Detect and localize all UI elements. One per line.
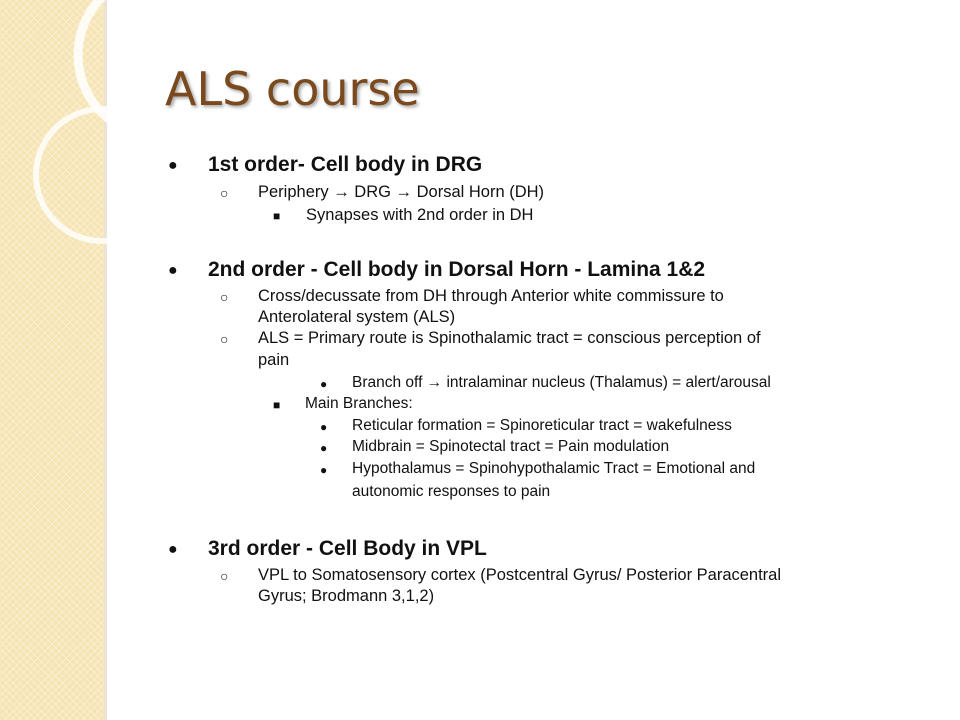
- section-2-item-6: Midbrain = Spinotectal tract = Pain modulation: [352, 438, 670, 455]
- section-2-item-5: Reticular formation = Spinoreticular tract = wakefulness: [352, 417, 732, 434]
- bullet-level1: ●: [168, 157, 178, 174]
- section-2-item-1-line-1: Cross/decussate from DH through Anterior white commissure to: [258, 287, 724, 305]
- bullet-level2: ○: [220, 289, 229, 305]
- bullet-dot: ●: [320, 420, 328, 434]
- ring-small: [36, 109, 168, 241]
- bullet-dot: ●: [320, 463, 328, 477]
- section-2-item-7-line-2: autonomic responses to pain: [352, 483, 551, 500]
- section-2-item-4: Main Branches:: [305, 395, 413, 412]
- section-3-item-1-line-1: VPL to Somatosensory cortex (Postcentral Gyrus/ Posterior Paracentral: [258, 566, 782, 584]
- slide-title: ALS course: [165, 62, 420, 116]
- bullet-level2: ○: [220, 568, 229, 584]
- bullet-dot: ●: [320, 377, 328, 391]
- section-2-item-2-line-1: ALS = Primary route is Spinothalamic tract = conscious perception of: [258, 329, 761, 347]
- bullet-square: ■: [273, 209, 281, 223]
- bullet-level1: ●: [168, 541, 178, 558]
- bullet-level2: ○: [220, 185, 229, 201]
- section-2-item-2-line-2: pain: [258, 351, 290, 369]
- decorative-rings: [0, 0, 200, 260]
- section-1-item-1: Periphery → DRG → Dorsal Horn (DH): [258, 183, 545, 201]
- section-2-item-3: Branch off → intralaminar nucleus (Thalamus) = alert/arousal: [352, 374, 771, 391]
- section-2-item-7-line-1: Hypothalamus = Spinohypothalamic Tract = Emotional and: [352, 460, 756, 477]
- section-3-heading: 3rd order - Cell Body in VPL: [208, 537, 487, 560]
- bullet-level1: ●: [168, 262, 178, 279]
- section-2-item-1-line-2: Anterolateral system (ALS): [258, 308, 456, 326]
- section-3-item-1-line-2: Gyrus; Brodmann 3,1,2): [258, 587, 435, 605]
- section-2-heading: 2nd order - Cell body in Dorsal Horn - Lamina 1&2: [208, 258, 706, 281]
- bullet-level2: ○: [220, 331, 229, 347]
- section-1-heading: 1st order- Cell body in DRG: [208, 153, 483, 176]
- section-1-item-2: Synapses with 2nd order in DH: [306, 206, 534, 224]
- bullet-dot: ●: [320, 441, 328, 455]
- bullet-square: ■: [273, 398, 281, 412]
